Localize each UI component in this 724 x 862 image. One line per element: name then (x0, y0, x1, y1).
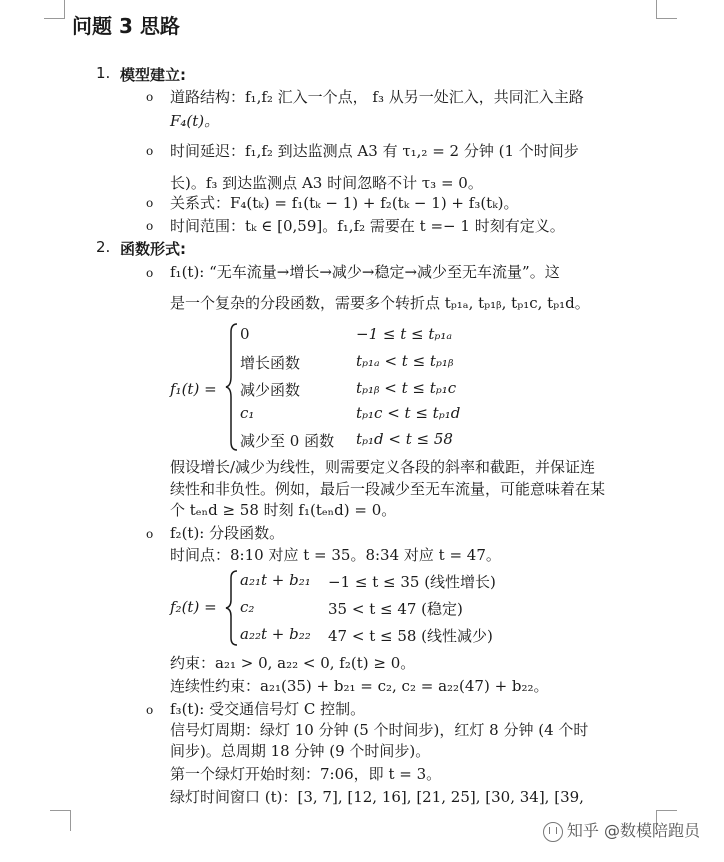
relation-line: 关系式：F₄(tₖ) = f₁(tₖ − 1) + f₂(tₖ − 1) + f₃(tₖ)。 (170, 194, 519, 212)
f3-description: f₃(t): 受交通信号灯 C 控制。 (170, 700, 366, 718)
f1-lhs: f₁(t) = (170, 380, 217, 398)
f1-case-cond: tₚ₁ᵦ < t ≤ tₚ₁c (356, 379, 457, 397)
bullet-icon: o (146, 196, 154, 210)
f2-lhs: f₂(t) = (170, 598, 217, 616)
crop-mark-top-right (656, 0, 677, 19)
f2-brace (225, 569, 239, 647)
bullet-icon: o (146, 90, 154, 104)
f1-case-cond: tₚ₁d < t ≤ 58 (356, 430, 453, 448)
section-1-heading: 模型建立: (120, 66, 186, 84)
crop-mark-top-left (44, 0, 65, 19)
watermark (543, 818, 700, 842)
f2-case-cond: −1 ≤ t ≤ 35 (线性增长) (328, 573, 496, 591)
f3-signal-cycle-2: 间步)。总周期 18 分钟 (9 个时间步)。 (170, 742, 431, 760)
f2-description: f₂(t): 分段函数。 (170, 524, 285, 542)
f3-signal-cycle: 信号灯周期：绿灯 10 分钟 (5 个时间步)，红灯 8 分钟 (4 个时 (170, 721, 589, 739)
f1-brace (225, 322, 239, 452)
f1-case-cond: tₚ₁c < t ≤ tₚ₁d (356, 404, 461, 422)
bullet-icon: o (146, 527, 154, 541)
f1-case-cond: tₚ₁ₐ < t ≤ tₚ₁ᵦ (356, 352, 454, 370)
f1-case-expr: c₁ (240, 404, 255, 422)
section-2-number: 2. (96, 238, 111, 256)
section-1-number: 1. (96, 64, 111, 82)
road-structure-line: 道路结构：f₁,f₂ 汇入一个点， f₃ 从另一处汇入，共同汇入主路 (170, 88, 584, 106)
f1-case-expr: 0 (240, 325, 250, 343)
page-title: 问题 3 思路 (72, 14, 180, 38)
f1-case-cond: −1 ≤ t ≤ tₚ₁ₐ (356, 325, 453, 343)
crop-mark-bottom-left (50, 810, 71, 831)
f2-constraint: 约束：a₂₁ > 0, a₂₂ < 0, f₂(t) ≥ 0。 (170, 654, 416, 672)
f1-description: f₁(t): “无车流量→增长→减少→稳定→减少至无车流量”。这 (170, 263, 560, 281)
f3-green-windows: 绿灯时间窗口 (t)：[3, 7], [12, 16], [21, 25], [30, 34], [39, (170, 788, 584, 806)
f1-note: 假设增长/减少为线性，则需要定义各段的斜率和截距，并保证连 (170, 458, 596, 476)
time-delay-line-2: 长)。f₃ 到达监测点 A3 时间忽略不计 τ₃ = 0。 (170, 174, 483, 192)
f1-case-expr: 减少函数 (240, 381, 301, 399)
f2-case-cond: 47 < t ≤ 58 (线性减少) (328, 627, 493, 645)
bullet-icon: o (146, 703, 154, 717)
f2-case-expr: a₂₂t + b₂₂ (240, 625, 311, 643)
bullet-icon: o (146, 144, 154, 158)
f2-case-expr: c₂ (240, 598, 255, 616)
f1-note-3: 个 tₑₙd ≥ 58 时刻 f₁(tₑₙd) = 0。 (170, 501, 397, 519)
f2-continuity-constraint: 连续性约束：a₂₁(35) + b₂₁ = c₂, c₂ = a₂₂(47) + b₂₂。 (170, 677, 549, 695)
f1-case-expr: 减少至 0 函数 (240, 432, 335, 450)
section-2-heading: 函数形式: (120, 240, 186, 258)
f1-case-expr: 增长函数 (240, 354, 301, 372)
time-range-line: 时间范围：tₖ ∈ [0,59]。f₁,f₂ 需要在 t =− 1 时刻有定义。 (170, 217, 565, 235)
bullet-icon: o (146, 266, 154, 280)
f2-case-cond: 35 < t ≤ 47 (稳定) (328, 600, 463, 618)
f3-first-green: 第一个绿灯开始时刻：7:06，即 t = 3。 (170, 765, 442, 783)
f2-case-expr: a₂₁t + b₂₁ (240, 571, 311, 589)
watermark-text: 知乎 @数模陪跑员 (566, 821, 700, 840)
zhihu-icon (543, 822, 563, 842)
road-structure-line-2: F₄(t)。 (170, 112, 220, 130)
f1-description-2: 是一个复杂的分段函数，需要多个转折点 tₚ₁ₐ, tₚ₁ᵦ, tₚ₁c, tₚ₁d。 (170, 294, 590, 312)
f1-note-2: 续性和非负性。例如，最后一段减少至无车流量，可能意味着在某 (170, 480, 606, 498)
time-delay-line: 时间延迟：f₁,f₂ 到达监测点 A3 有 τ₁,₂ = 2 分钟 (1 个时间步 (170, 142, 579, 160)
bullet-icon: o (146, 219, 154, 233)
f2-time-points: 时间点：8:10 对应 t = 35。8:34 对应 t = 47。 (170, 546, 501, 564)
